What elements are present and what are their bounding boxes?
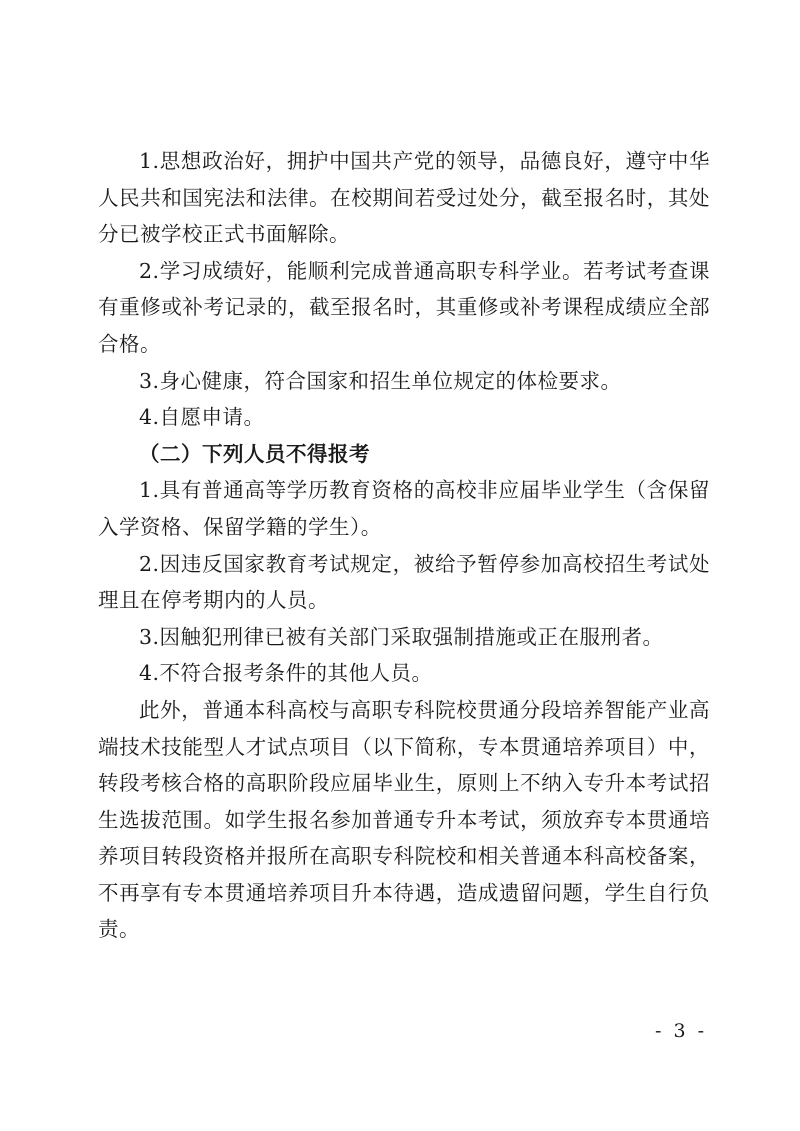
paragraph-requirement-2: 2.学习成绩好，能顺利完成普通高职专科学业。若考试考查课有重修或补考记录的，截至报名时，其重修或补考课程成绩应全部合格。: [98, 258, 710, 356]
paragraph-exclusion-2: 2.因违反国家教育考试规定，被给予暂停参加高校招生考试处理且在停考期内的人员。: [98, 551, 710, 613]
paragraph-requirement-4: 4.自愿申请。: [139, 405, 265, 430]
section-heading: （二）下列人员不得报考: [139, 441, 370, 466]
page-number: - 3 -: [655, 1020, 708, 1042]
paragraph-requirement-3: 3.身心健康，符合国家和招生单位规定的体检要求。: [139, 368, 622, 393]
paragraph-exclusion-1: 1.具有普通高等学历教育资格的高校非应届毕业学生（含保留入学资格、保留学籍的学生）。: [98, 478, 710, 539]
document-body: [98, 143, 710, 948]
paragraph-exclusion-4: 4.不符合报考条件的其他人员。: [139, 661, 433, 686]
paragraph-requirement-1: 1.思想政治好，拥护中国共产党的领导，品德良好，遵守中华人民共和国宪法和法律。在校期间若受过处分，截至报名时，其处分已被学校正式书面解除。: [98, 149, 710, 247]
paragraph-additional-note: 此外，普通本科高校与高职专科院校贯通分段培养智能产业高端技术技能型人才试点项目（以下简称，专本贯通培养项目）中，转段考核合格的高职阶段应届毕业生，原则上不纳入专升本考试招生选拔范围。如学生报名参加普通专升本考试，须放弃专本贯通培养项目转段资格并报所在高职专科院校和相关普通本科高校备案，不再享有专本贯通培养项目升本待遇，造成遗留问题，学生自行负责。: [98, 697, 710, 942]
paragraph-exclusion-3: 3.因触犯刑律已被有关部门采取强制措施或正在服刑者。: [139, 624, 664, 649]
